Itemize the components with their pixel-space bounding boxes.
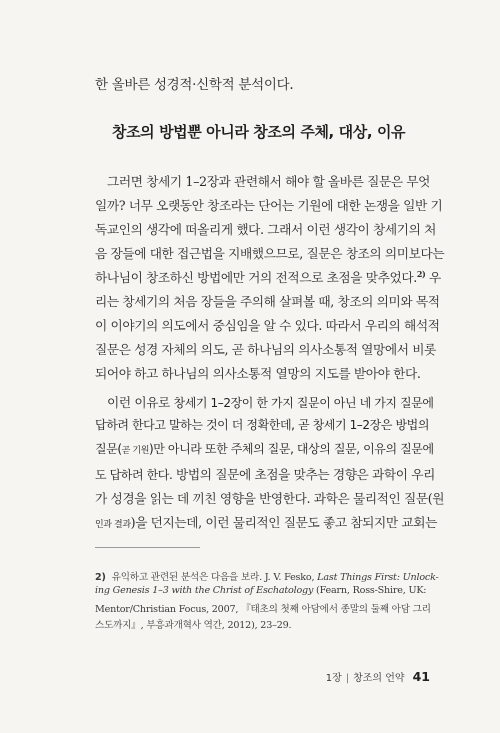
paragraph-1-line: 질문은 성경 자체의 의도, 곧 하나님의 의사소통적 열망에서 비롯: [95, 342, 436, 357]
paragraph-1-line: 이 이야기의 의도에서 중심임을 알 수 있다. 따라서 우리의 해석적: [95, 318, 440, 333]
paragraph-2-line: 답하려 한다고 말하는 것이 더 정확한데, 곧 창세기 1–2장은 방법의: [95, 418, 430, 432]
paragraph-2-line: 인과 결과)을 던지는데, 이런 물리적인 질문도 좋고 참되지만 교회는: [95, 515, 437, 530]
paragraph-1-line: 음 장들에 대한 접근법을 지배했으므로, 질문은 창조의 의미보다는: [95, 246, 445, 261]
paragraph-2-line: 가 성경을 읽는 데 끼친 영향을 반영한다. 과학은 물리적인 질문(원: [95, 491, 445, 506]
intro-line: 한 올바른 성경적·신학적 분석이다.: [95, 77, 294, 93]
footer-separator: |: [345, 673, 350, 684]
chapter-label: 1장: [325, 673, 342, 684]
chapter-title: 창조의 언약: [353, 673, 405, 684]
paragraph-1-line: 일까? 너무 오랫동안 창조라는 단어는 기원에 대한 논쟁을 일반 기: [95, 198, 443, 213]
paragraph-1-line: 하나님이 창조하신 방법에만 거의 전적으로 초점을 맞추었다.$^{2)}$ 우: [95, 268, 441, 285]
footnote-line: 2) 유익하고 관련된 분석은 다음을 보라. J. V. Fesko, Last Things First: Unlock-: [95, 572, 439, 583]
page-number: 41: [412, 669, 430, 684]
paragraph-2-line: 질문(곧 기원)만 아니라 또한 주체의 질문, 대상의 질문, 이유의 질문에: [95, 442, 434, 456]
footnote-reference: 2): [416, 268, 426, 279]
paragraph-1-line: 독교인의 생각에 떠올리게 했다. 그래서 이런 생각이 창세기의 처: [95, 222, 436, 237]
footnote-line: 스도까지』, 부흥과개혁사 역간, 2012), 23–29.: [95, 620, 292, 631]
paragraph-1-line: 그러면 창세기 1–2장과 관련해서 해야 할 올바른 질문은 무엇: [107, 174, 431, 189]
paragraph-2-line: 도 답하려 한다. 방법의 질문에 초점을 맞추는 경향은 과학이 우리: [95, 467, 435, 482]
page-footer: [326, 669, 430, 684]
section-heading: 창조의 방법뿐 아니라 창조의 주체, 대상, 이유: [112, 123, 406, 141]
footnote-line: Mentor/Christian Focus, 2007, 『태초의 첫째 아담에서 종말의 둘째 아담 그리: [95, 604, 431, 615]
paragraph-2-line: 이런 이유로 창세기 1–2장이 한 가지 질문이 아닌 네 가지 질문에: [107, 395, 434, 410]
footnote-line: ing Genesis 1–3 with the Christ of Eschatology (Fearn, Ross-Shire, UK:: [95, 585, 427, 596]
paragraph-1-line: 리는 창세기의 처음 장들을 주의해 살펴볼 때, 창조의 의미와 목적: [95, 294, 440, 309]
paragraph-1-line: 되어야 하고 하나님의 의사소통적 열망의 지도를 받아야 한다.: [95, 366, 421, 381]
footnote-divider: [95, 547, 200, 548]
